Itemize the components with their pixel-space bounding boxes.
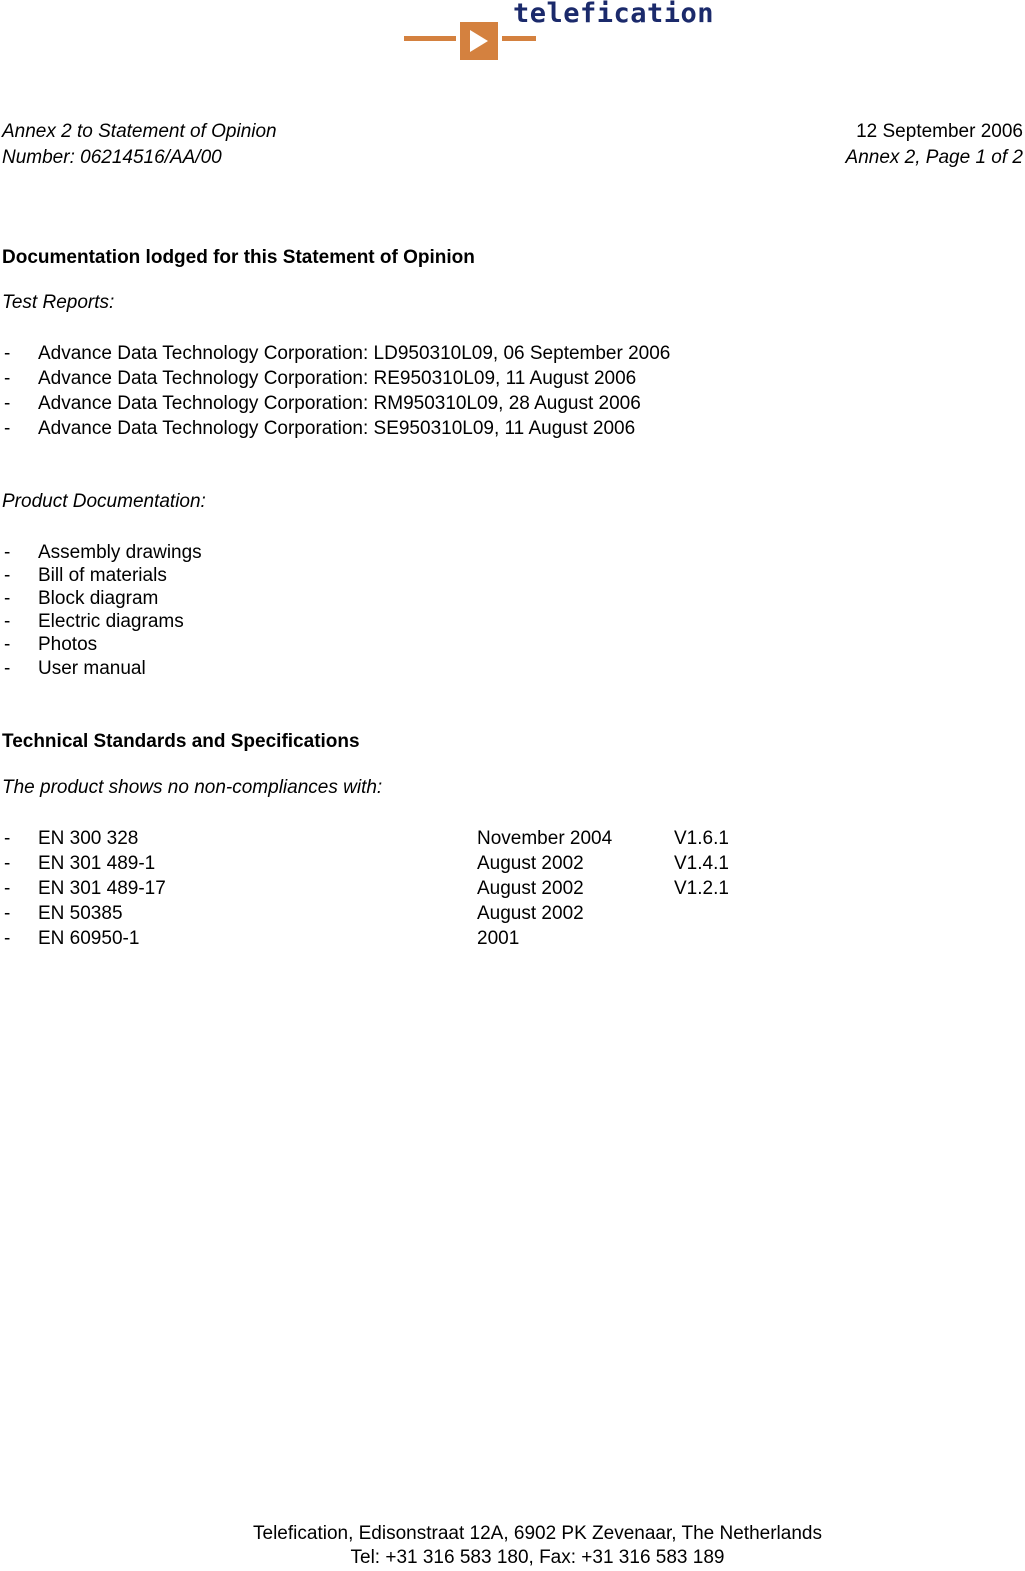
standard-name: EN 301 489-1 <box>38 853 156 874</box>
logo-wordmark: telefication <box>513 0 715 29</box>
test-reports-label: Test Reports: <box>2 292 115 313</box>
list-item: Assembly drawings <box>38 542 202 563</box>
list-item: Bill of materials <box>38 565 167 586</box>
list-item: Electric diagrams <box>38 611 184 632</box>
standard-date: August 2002 <box>477 853 584 874</box>
list-bullet: - <box>4 878 11 899</box>
list-bullet: - <box>4 903 11 924</box>
standard-name: EN 50385 <box>38 903 123 924</box>
standard-date: 2001 <box>477 928 520 949</box>
standard-date: August 2002 <box>477 903 584 924</box>
standard-version: V1.2.1 <box>674 878 729 899</box>
standard-date: November 2004 <box>477 828 613 849</box>
list-item: Advance Data Technology Corporation: RM950310L09, 28 August 2006 <box>38 393 641 414</box>
list-item: Advance Data Technology Corporation: SE950310L09, 11 August 2006 <box>38 418 636 439</box>
footer-contact: Tel: +31 316 583 180, Fax: +31 316 583 189 <box>350 1547 725 1568</box>
list-item: Block diagram <box>38 588 159 609</box>
list-item: Photos <box>38 634 98 655</box>
list-bullet: - <box>4 634 11 655</box>
list-bullet: - <box>4 658 11 679</box>
standard-date: August 2002 <box>477 878 584 899</box>
list-bullet: - <box>4 565 11 586</box>
statement-number: Number: 06214516/AA/00 <box>2 147 222 168</box>
list-bullet: - <box>4 588 11 609</box>
standards-intro: The product shows no non-compliances with: <box>2 777 383 798</box>
standard-name: EN 60950-1 <box>38 928 140 949</box>
standards-heading: Technical Standards and Specifications <box>2 731 360 752</box>
page-indicator: Annex 2, Page 1 of 2 <box>845 147 1023 168</box>
list-bullet: - <box>4 611 11 632</box>
list-bullet: - <box>4 368 11 389</box>
annex-title: Annex 2 to Statement of Opinion <box>2 121 277 142</box>
list-item: Advance Data Technology Corporation: LD950310L09, 06 September 2006 <box>38 343 671 364</box>
footer-address: Telefication, Edisonstraat 12A, 6902 PK Zevenaar, The Netherlands <box>253 1523 822 1544</box>
list-bullet: - <box>4 928 11 949</box>
list-item: User manual <box>38 658 146 679</box>
list-bullet: - <box>4 542 11 563</box>
standard-name: EN 300 328 <box>38 828 139 849</box>
list-bullet: - <box>4 393 11 414</box>
list-item: Advance Data Technology Corporation: RE950310L09, 11 August 2006 <box>38 368 637 389</box>
list-bullet: - <box>4 853 11 874</box>
list-bullet: - <box>4 418 11 439</box>
standard-version: V1.4.1 <box>674 853 729 874</box>
statement-date: 12 September 2006 <box>856 121 1023 142</box>
documentation-heading: Documentation lodged for this Statement of Opinion <box>2 247 475 268</box>
list-bullet: - <box>4 828 11 849</box>
standard-version: V1.6.1 <box>674 828 729 849</box>
product-documentation-label: Product Documentation: <box>2 491 206 512</box>
standard-name: EN 301 489-17 <box>38 878 166 899</box>
list-bullet: - <box>4 343 11 364</box>
